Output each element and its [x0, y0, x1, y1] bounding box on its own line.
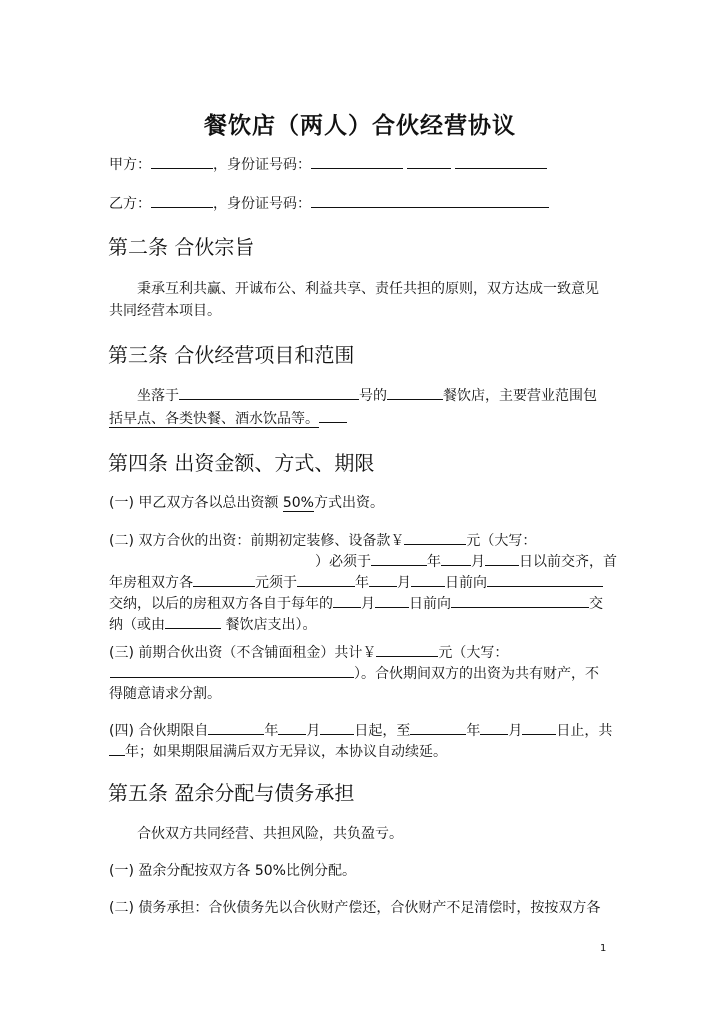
article4-item2-line4 — [109, 593, 603, 614]
article2-body-line2: 共同经营本项目。 — [109, 303, 221, 319]
yearly-rent-label: 交纳，以后的房租双方各自于每年的 — [109, 596, 333, 612]
article2-body — [109, 277, 614, 301]
party-a-id-label: ，身份证号码： — [213, 157, 311, 173]
article3-line2 — [109, 408, 347, 429]
month-label: 月 — [361, 596, 375, 612]
month-label: 月 — [508, 723, 523, 739]
party-b-name-blank — [151, 193, 213, 208]
term-total-label: 日止，共 — [556, 723, 613, 739]
article5-intro: 合伙双方共同经营、共担风险，共负盈亏。 — [137, 826, 403, 842]
article4-item2-line1 — [109, 530, 536, 551]
article4-item2-line5 — [109, 614, 316, 635]
page-number: 1 — [600, 943, 607, 954]
rent-year-blank — [297, 572, 355, 587]
article4-item1 — [109, 493, 384, 513]
article3-line1 — [137, 385, 597, 406]
common-property-text: ）。合伙期间双方的出资为共有财产，不 — [354, 666, 599, 682]
article4-item4-line1 — [109, 720, 612, 741]
article3-located-label: 坐落于 — [137, 388, 179, 404]
article4-item4-line2 — [109, 741, 447, 762]
party-a-id-blank — [311, 154, 403, 169]
month-label: 月 — [306, 723, 321, 739]
article4-item2-lead: (二) 双方合伙的出资：前期初定装修、设备款￥ — [109, 533, 405, 549]
party-a-name-blank — [151, 154, 213, 169]
party-a-label: 甲方： — [109, 157, 151, 173]
restaurant-name-blank — [387, 385, 443, 400]
year-label: 年 — [427, 554, 441, 570]
article2-body-line1: 秉承互利共赢、开诚布公、利益共享、责任共担的原则，双方达成一致意见 — [137, 281, 599, 297]
share-percent: 50% — [282, 495, 314, 511]
article4-heading: 第四条 出资金额、方式、期限 — [108, 451, 375, 475]
term-start-year-blank — [208, 720, 264, 735]
rent-month-blank — [369, 572, 397, 587]
article4-item3-line1 — [109, 642, 508, 663]
capital-words-blank — [110, 663, 354, 678]
article4-item1-text: (一) 甲乙双方各以总出资额 — [109, 495, 283, 511]
article3-scope-label: 餐饮店，主要营业范围包 — [443, 388, 597, 404]
article5-item1: (一) 盈余分配按双方各 50%比例分配。 — [109, 863, 356, 879]
deadline-day-blank — [485, 551, 519, 566]
term-start-month-blank — [278, 720, 306, 735]
year-label: 年 — [466, 723, 481, 739]
party-a-id-blank-3 — [455, 154, 547, 169]
article4-item2-before-text: 日以前交齐，首 — [519, 554, 617, 570]
article4-item3-lead: (三) 前期合伙出资（不含铺面租金）共计￥ — [109, 645, 377, 661]
yearly-month-blank — [333, 593, 361, 608]
month-label: 月 — [397, 575, 411, 591]
term-end-day-blank — [522, 720, 556, 735]
year-label: 年 — [355, 575, 369, 591]
year-label: 年 — [264, 723, 279, 739]
article4-item3-capital-label: 元（大写： — [438, 645, 509, 661]
term-end-year-blank — [410, 720, 466, 735]
article4-item2-deadline-label: ）必须于 — [315, 554, 371, 570]
rent-payee-blank — [487, 572, 603, 587]
first-year-rent-label: 年房租双方各 — [109, 575, 193, 591]
party-b-id-label: ，身份证号码： — [213, 196, 311, 212]
article2-heading: 第二条 合伙宗旨 — [108, 235, 255, 259]
party-a-id-blank-2 — [407, 154, 451, 169]
scope-trailing-blank — [319, 408, 347, 423]
restaurant-pays-text: 餐饮店支出）。 — [225, 617, 317, 633]
deadline-year-blank — [371, 551, 427, 566]
article4-item2-line3 — [109, 572, 603, 593]
term-start-day-blank — [320, 720, 354, 735]
party-b-id-blank — [311, 193, 549, 208]
article3-number-label: 号的 — [359, 388, 387, 404]
yearly-day-blank — [375, 593, 409, 608]
rent-due-label: 元须于 — [255, 575, 297, 591]
address-blank — [179, 385, 359, 400]
party-b-label: 乙方： — [109, 196, 151, 212]
article3-heading: 第三条 合伙经营项目和范围 — [108, 343, 355, 367]
article4-item3-line3: 得随意请求分割。 — [109, 686, 221, 702]
pay-text: 交 — [589, 596, 603, 612]
article4-item2-capital-label: 元（大写： — [466, 533, 537, 549]
restaurant-payer-blank — [165, 614, 221, 629]
or-by-label: 纳（或由 — [109, 617, 165, 633]
party-b-line — [109, 193, 549, 214]
article5-heading: 第五条 盈余分配与债务承担 — [108, 781, 355, 805]
pay-to-label: 日前向 — [409, 596, 451, 612]
article5-item2: (二) 债务承担：合伙债务先以合伙财产偿还，合伙财产不足清偿时，按按双方各 — [109, 900, 601, 916]
document-title: 餐饮店（两人）合伙经营协议 — [204, 113, 516, 139]
article4-item3-line2 — [109, 663, 599, 684]
deadline-month-blank — [441, 551, 471, 566]
party-a-line — [109, 154, 547, 175]
auto-renew-text: 年；如果期限届满后双方无异议，本协议自动续延。 — [125, 744, 447, 760]
term-end-month-blank — [480, 720, 508, 735]
month-label: 月 — [471, 554, 485, 570]
rent-day-blank — [411, 572, 445, 587]
article4-item2-line2 — [315, 551, 617, 572]
article3-scope-text: 括早点、各类快餐、酒水饮品等。 — [109, 411, 319, 427]
term-from-label: (四) 合伙期限自 — [109, 723, 209, 739]
initial-capital-blank — [376, 642, 438, 657]
term-years-blank — [109, 741, 125, 756]
rent-amount-blank — [193, 572, 255, 587]
renovation-amount-blank — [404, 530, 466, 545]
term-to-label: 日起，至 — [354, 723, 411, 739]
yearly-payee-blank — [451, 593, 589, 608]
pay-to-label: 日前向 — [445, 575, 487, 591]
article4-item1-tail: 方式出资。 — [313, 495, 384, 511]
